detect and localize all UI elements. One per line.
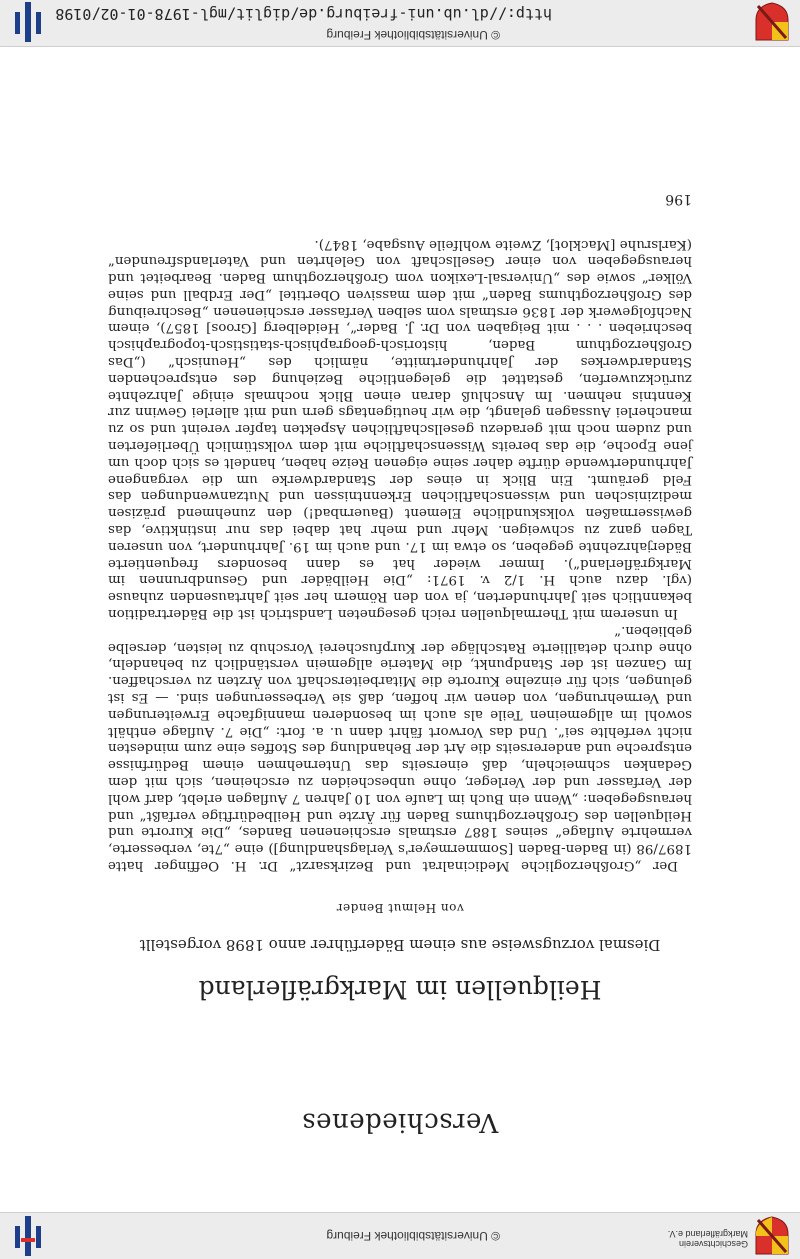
library-copyright-top: © Universitätsbibliothek Freiburg xyxy=(326,1229,500,1243)
article-title: Heilquellen im Markgräflerland xyxy=(198,975,602,1004)
society-crest-footer-icon xyxy=(754,2,790,42)
society-crest-icon xyxy=(754,1216,790,1256)
society-name: Geschichtsverein Markgräflerland e.V. xyxy=(667,1229,748,1249)
page-number: 196 xyxy=(665,191,692,207)
paragraph-2: In unserem mit Thermalquellen reich gesegneten Landstrich ist die Bädertradition bekanntlich seit Jahrhunderten, ja von den Römern her seit Jahrtausenden zuhause (vgl. dazu auch H. 1/2 v. 1971: „Die Heilbäder und Gesundbrunnen im Markgräflerland“). Immer wieder hat es dann besonders frequentierte Bäderjahrzehnte gegeben, so etwa im 17. und auch im 19. Jahrhundert, von unseren Tagen ganz zu schweigen. Mehr und mehr hat dabei das nur instinktive, das gewissermaßen volkskundliche Element (Bauernbad!) den zunehmend präzisen medizinischen und wissenschaftlichen Erkenntnissen und Nutzanwendungen das Feld geräumt. Ein Blick in eines der Standardwerke um die vergangene Jahrhundertwende dürfte daher seine eigenen Reize haben, handelt es sich doch um jene Epoche, die das bereits Wissenschaftliche mit dem volkstümlich Überlieferten und zudem noch mit geradezu gesellschaftlichen Aspekten tapfer vereint und so zu mancherlei Aussagen gelangt, die wir heutigentags gern und mit allerlei Gewinn zur Kenntnis nehmen. Im Anschluß daran einen Blick nochmals einige Jahrzehnte zurückzuwerfen, gestattet die gelegentliche Beziehung des entsprechenden Standardwerkes der Jahrhundertmitte, nämlich des „Heunisch“ („Das Großherzogthum Baden, historisch-geographisch-statistisch-topographisch beschrieben . . . mit Beigaben von Dr. J. Bader“, Heidelberg [Groos] 1857), einem Nachfolgewerk der 1836 erstmals vom selben Verfasser erschienenen „Beschreibung des Großherzogthums Baden“ mit dem massiven Obertitel „Der Erdball und seine Völker“ sowie des „Universal-Lexikon vom Großherzogthum Baden. Bearbeitet und herausgegeben von einer Gesellschaft von Gelehrten und Vaterlandsfreunden“ (Karlsruhe [Macklot], Zweite wohlfeile Ausgabe, 1847). xyxy=(108,236,692,622)
paragraph-1: Der „Großherzogliche Medicinalrat und Bezirksarzt“ Dr. H. Oeffinger hatte 1897/98 (in Baden-Baden [Sommermeyer's Verlagshandlung]) eine „7te, verbesserte, vermehrte Auflage“ seines 1887 erstmals erschienenen Bandes, „Die Kurorte und Heilquellen des Großherzogthums Baden für Ärzte und Heilbedürftige verfaßt“ und herausgegeben: „Wenn ein Buch im Laufe von 10 Jahren 7 Auflagen erlebt, darf wohl der Verfasser und der Verleger, ohne unbescheiden zu erscheinen, sich mit dem Gedanken schmeicheln, daß einerseits das Unternehmen einem Bedürfnisse entspreche und andererseits die Art der Behandlung des Stoffes eine zum mindesten nicht verfehlte sei“. Und das Vorwort fährt dann u. a. fort: „Die 7. Auflage enthält sowohl im allgemeinen Teile als auch im besonderen mannigfache Erweiterungen und Vermehrungen, von denen wir hoffen, daß sie Verbesserungen sind. — Es ist gelungen, sich für einzelne Kurorte die Mitarbeiterschaft von Ärzten zu verschaffen. Im Ganzen ist der Standpunkt, die Materie allgemein verständlich zu behandeln, ohne durch detaillierte Ratschläge der Kurpfuscherei Vorschub zu leisten, derselbe geblieben.“ xyxy=(108,622,692,873)
university-logo-icon xyxy=(13,1216,43,1256)
article-author: von Helmut Bender xyxy=(336,901,464,915)
library-copyright-bottom: © Universitätsbibliothek Freiburg xyxy=(326,28,500,42)
viewer-header xyxy=(0,1212,800,1259)
university-logo-footer-icon xyxy=(13,2,43,42)
article-body xyxy=(108,235,692,873)
document-url[interactable]: http://dl.ub.uni-freiburg.de/diglit/mgl-1978-01-02/0198 xyxy=(55,5,552,23)
article-subtitle: Diesmal vorzugsweise aus einem Bäderführer anno 1898 vorgestellt xyxy=(139,936,661,954)
section-heading: Verschiedenes xyxy=(301,1107,499,1137)
